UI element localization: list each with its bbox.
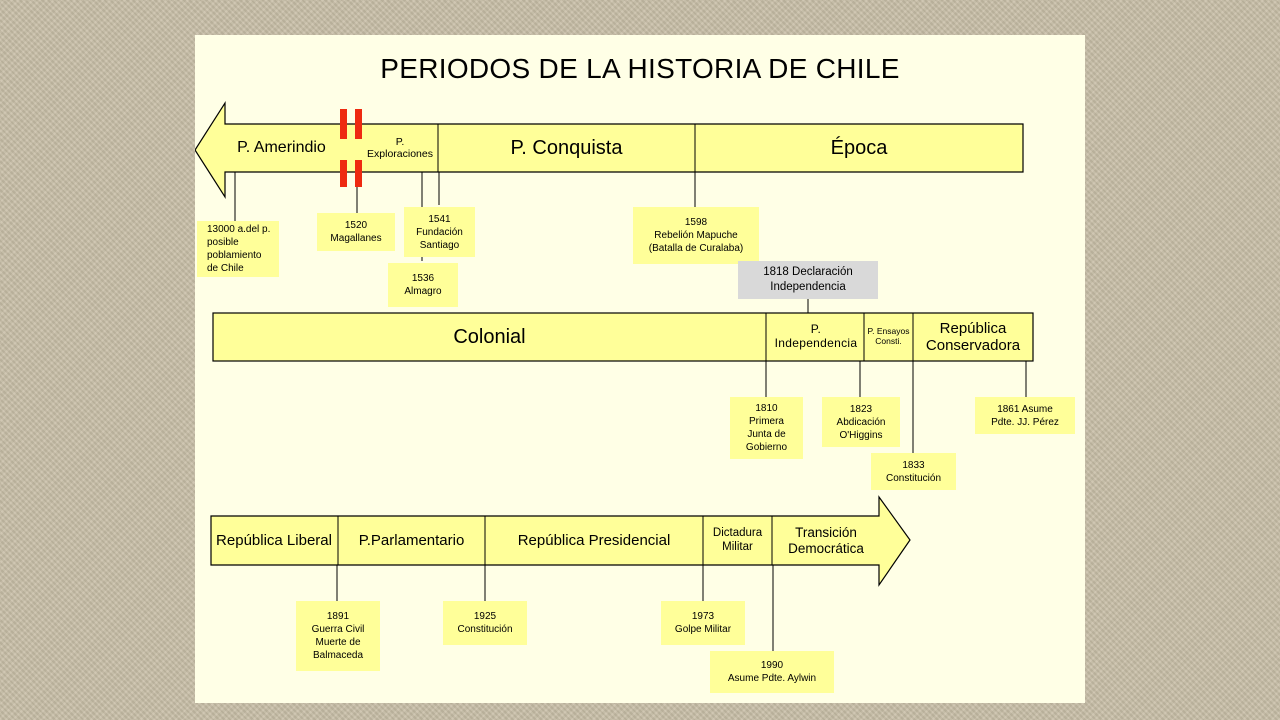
- break-marker: [340, 160, 347, 187]
- segment-label: Época: [830, 136, 888, 159]
- segment-label: P.Parlamentario: [358, 531, 465, 549]
- slide: [195, 35, 1085, 703]
- event-box: 1973 Golpe Militar: [661, 601, 745, 645]
- segment-label: República Conservadora: [925, 319, 1021, 354]
- segment-label: P. Ensayos Consti.: [867, 326, 910, 346]
- segment-label: Transición Democrática: [788, 524, 864, 556]
- break-marker: [340, 109, 347, 139]
- event-box: 1990 Asume Pdte. Aylwin: [710, 651, 834, 693]
- break-marker: [355, 160, 362, 187]
- event-box: 13000 a.del p. posible poblamiento de Chile: [197, 221, 279, 277]
- event-box: 1833 Constitución: [871, 453, 956, 490]
- break-marker: [355, 109, 362, 139]
- segment-label: P. Amerindio: [237, 138, 326, 156]
- segment-label: Dictadura Militar: [712, 527, 763, 553]
- event-box: 1536 Almagro: [388, 263, 458, 307]
- event-box: 1598 Rebelión Mapuche (Batalla de Curalaba): [633, 207, 759, 264]
- segment-label: República Presidencial: [517, 531, 671, 549]
- segment-label: P. Exploraciones: [367, 135, 433, 160]
- event-box: 1823 Abdicación O'Higgins: [822, 397, 900, 447]
- diagram-title: PERIODOS DE LA HISTORIA DE CHILE: [380, 53, 900, 84]
- event-box: 1925 Constitución: [443, 601, 527, 645]
- event-box-highlight: 1818 Declaración Independencia: [738, 261, 878, 299]
- event-box: 1891 Guerra Civil Muerte de Balmaceda: [296, 601, 380, 671]
- segment-label: P. Conquista: [510, 136, 623, 159]
- event-box: 1541 Fundación Santiago: [404, 207, 475, 257]
- segment-label: Colonial: [453, 325, 526, 348]
- segment-label: República Liberal: [216, 531, 332, 549]
- event-box: 1520 Magallanes: [317, 213, 395, 251]
- segment-label: P. Independencia: [774, 322, 858, 350]
- event-box: 1861 Asume Pdte. JJ. Pérez: [975, 397, 1075, 434]
- event-box: 1810 Primera Junta de Gobierno: [730, 397, 803, 459]
